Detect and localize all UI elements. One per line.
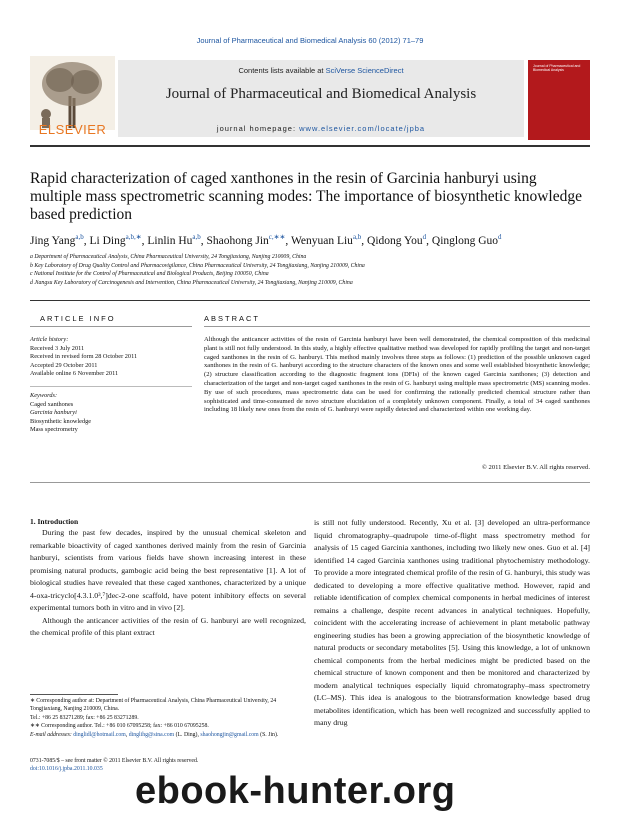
keywords-label: Keywords:: [30, 392, 58, 399]
homepage-line: [118, 124, 524, 133]
history-item: Accepted 29 October 2011: [30, 361, 98, 369]
footnote: Tel.: +86 25 83271289; fax: +86 25 83271289.: [30, 714, 139, 721]
intro-column-left: [30, 527, 306, 640]
article-title: Rapid characterization of caged xanthones in the resin of Garcinia hanburyi using multiple mass spectrometric scanning modes: The importance of biosynthetic knowledge based prediction: [30, 170, 582, 223]
keyword: Caged xanthones: [30, 400, 74, 408]
cover-title: Journal of Pharmaceutical and Biomedical Analysis: [533, 64, 581, 73]
abstract-bottom-rule: [30, 482, 590, 483]
info-rule: [30, 326, 192, 327]
intro-paragraph: During the past few decades, inspired by the unusual chemical skeleton and remarkable bioactivity of caged xanthones derived mainly from the resin of Garcinia hanburyi, scientists from various fields have shown increasing interest in these promising natural products, gambogic acid being the best representative [1]. A lot of biological studies have revealed that these caged xanthones, characterized by a unique 4-oxa-tricyclo[4.3.1.0³,⁷]dec-2-one scaffold, have potent inhibitory effects on several experimental tumors both in vitro and in vivo [2].: [30, 528, 306, 612]
footnote-emails: E-mail addresses: dinglidl@hotmail.com, dinglihg@sina.com (L. Ding), shaohongjin@gmail.com (S. Jin).: [30, 731, 279, 738]
contents-prefix: Contents lists available at: [238, 66, 326, 75]
intro-heading: 1. Introduction: [30, 517, 79, 526]
abstract-heading: ABSTRACT: [204, 314, 261, 323]
author[interactable]: Qinglong Guo$^d$: [431, 233, 502, 247]
author-list: Jing Yang$^{a,b}$, Li Ding$^{a,b,∗}$, Linlin Hu$^{a,b}$, Shaohong Jin$^{c,∗∗}$, Wenyuan Liu$^{a,b}$, Qidong You$^d$, Qinglong Guo$^d$: [30, 233, 502, 247]
affil-divider: [30, 300, 590, 301]
email-link[interactable]: dinglihg@sina.com: [128, 731, 175, 738]
history-item: Received 3 July 2011: [30, 344, 85, 352]
author[interactable]: Qidong You$^d$: [367, 233, 427, 247]
affiliation: d Jiangsu Key Laboratory of Carcinogenesis and Intervention, China Pharmaceutical University, 24 Tongjiaxiang, Nanjing 210009, China: [30, 279, 353, 286]
homepage-prefix: journal homepage:: [216, 124, 300, 133]
history-item: Received in revised form 28 October 2011: [30, 353, 138, 360]
keyword: Biosynthetic knowledge: [30, 417, 92, 425]
author[interactable]: Li Ding$^{a,b,∗}$: [89, 233, 142, 247]
elsevier-tree-logo: [30, 56, 115, 130]
email-link[interactable]: dinglidl@hotmail.com: [73, 731, 126, 738]
homepage-link[interactable]: www.elsevier.com/locate/jpba: [299, 124, 426, 133]
affiliation: c National Institute for the Control of Pharmaceutical and Biological Products, Beijing 100050, China: [30, 271, 269, 278]
author[interactable]: Linlin Hu$^{a,b}$: [147, 233, 201, 247]
header-divider: [30, 145, 590, 147]
footnote-rule: [30, 694, 118, 695]
contents-line: [118, 66, 524, 75]
email-link[interactable]: shaohongjin@gmail.com: [200, 731, 259, 738]
abstract-text: Although the anticancer activities of the resin of Garcinia hanburyi have been well demonstrated, the chemical composition of this medicinal plant is still not fully understood. In this study, a highly effective qualitative method was developed for rapidly profiling the target and non-target caged xanthones in the resin of G. hanburyi. This method mainly involves three steps as follows: (1) prediction of the possible unknown caged xanthones in the resin of G. hanburyi according to the structure characters of the known ones and some well established biosynthetic knowledge; (2) structure classification according to the diagnostic fragment ions (DFIs) of the known caged Garcinia xanthones; (3) detection and characterization of the target and non-target caged xanthones in the resin of G. hanburyi using multiple mass spectrometric (MS) scanning modes. By use of such procedures, mass spectrometric data can be used for confirming the rationally predicted chemical structure rather than sophisticated and time-consumed de novo structure elucidation of a completely unknown component. Finally, a total of 34 caged xanthones including 18 likely new ones from the resin of G. hanburyi were rapidly detected and characterized within one working day.: [204, 336, 590, 414]
article-info-heading: ARTICLE INFO: [40, 314, 116, 323]
journal-citation[interactable]: Journal of Pharmaceutical and Biomedical Analysis 60 (2012) 71–79: [196, 36, 424, 45]
footnote: ∗ Corresponding author at: Department of Pharmaceutical Analysis, China Pharmaceutical University, 24 Tongjiaxiang, Nanjing 210009, China.: [30, 698, 277, 713]
author[interactable]: Jing Yang$^{a,b}$: [30, 233, 84, 247]
keyword: Mass spectrometry: [30, 426, 78, 433]
journal-title: Journal of Pharmaceutical and Biomedical Analysis: [165, 86, 477, 102]
watermark: ebook-hunter.org: [135, 770, 456, 812]
footnotes: [30, 697, 306, 739]
publisher-logo-text: ELSEVIER: [38, 122, 107, 137]
affiliation: b Key Laboratory of Drug Quality Control and Pharmacovigilance, China Pharmaceutical University, 24 Tongjiaxiang, Nanjing 210009, China: [30, 262, 365, 269]
intro-column-right: is still not fully understood. Recently, Xu et al. [3] developed an ultra-performance liquid chromatography–quadrupole time-of-flight mass spectrometry method for analysis of 15 caged Garcinia xanthones, including two likely new ones. Guo et al. [4] identified 14 caged Garcinia xanthones using traditional phytochemistry methodology. To provide a more integrated chemical profile of the resin of G. hanburyi, this study was dedicated to developing a more effective qualitative method. However, rapid and reliable identification of complex chemical components in herbal medicines of interest remains a challenge, despite recent advances in analytical techniques. Hopefully, coincident with the accelerating increase of achievement in plant metabolic pathway engineering studies has been a growing appreciation of the biosynthetic knowledge of natural products or secondary metabolites [5]. Using this knowledge, a lot of unknown chemical components from the herbal medicines might be predicted based on the chemical structure of known component and then be monitored and characterized by modern analytical techniques especially liquid chromatography–mass spectrometry (LC–MS). This idea is analogous to the biotransformation knowledge based drug metabolites identification, which has been well recognized and successfully applied to many drug: [314, 518, 590, 727]
article-history: [30, 336, 190, 379]
author[interactable]: Shaohong Jin$^{c,∗∗}$: [206, 233, 286, 247]
doi-link[interactable]: doi:10.1016/j.jpba.2011.10.035: [30, 766, 103, 773]
sciencedirect-link[interactable]: SciVerse ScienceDirect: [325, 66, 404, 75]
abstract-rule: [204, 326, 590, 327]
history-label: Article history:: [30, 336, 69, 343]
kw-rule: [30, 386, 192, 387]
intro-paragraph: Although the anticancer activities of the resin of G. hanburyi are well recognized, the chemical profile of this plant extract: [30, 615, 306, 637]
author[interactable]: Wenyuan Liu$^{a,b}$: [290, 233, 362, 247]
footnote: ∗∗ Corresponding author. Tel.: +86 010 67095258; fax: +86 010 67095258.: [30, 723, 209, 730]
copyright: © 2011 Elsevier B.V. All rights reserved.: [481, 464, 590, 471]
affiliations: [30, 253, 590, 287]
keywords: [30, 392, 190, 435]
affiliation: a Department of Pharmaceutical Analysis, China Pharmaceutical University, 24 Tongjiaxiang, Nanjing 210009, China: [30, 254, 307, 260]
history-item: Available online 6 November 2011: [30, 370, 119, 377]
issn-line: 0731-7085/$ – see front matter © 2011 Elsevier B.V. All rights reserved.: [30, 758, 199, 764]
keyword: Garcinia hanburyi: [30, 409, 77, 416]
